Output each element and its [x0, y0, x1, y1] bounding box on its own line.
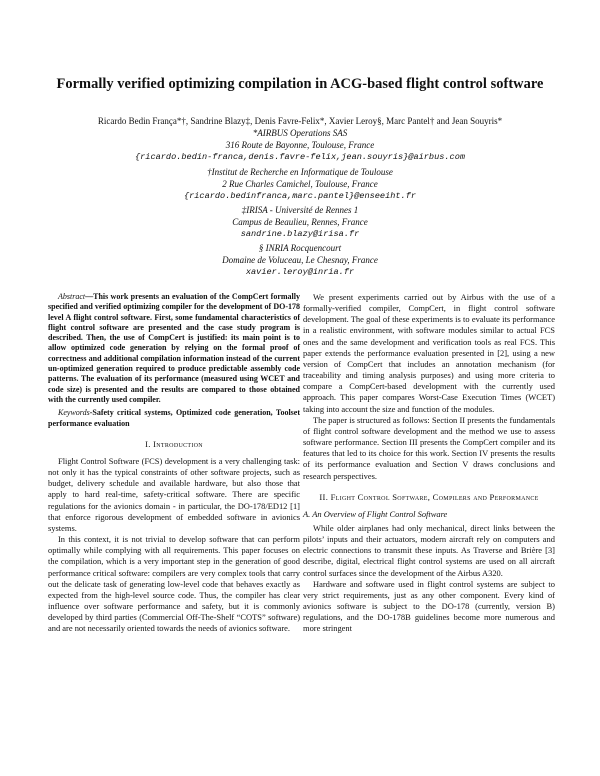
body-paragraph: Flight Control Software (FCS) development is a very challenging task: not only it has the typical constraints of other software projects, such as budget, delivery schedule and available hardware, but also those that apply to hard real-time, safety-critical software. There are specific regulations for the avionics domain - in particular, the DO-178/ED12 [1] that enforce rigorous development of embedded software in avionics systems.	[48, 456, 300, 533]
affiliation-line: 2 Rue Charles Camichel, Toulouse, France	[222, 179, 378, 189]
body-paragraph: Hardware and software used in flight control systems are subject to very strict requirements, just as any other component. Every kind of avionics software is subject to the DO-178 (currently, version B) regulations, and the DO-178B guidelines become more numerous and more stringent	[303, 578, 555, 634]
left-column	[48, 292, 300, 635]
abstract-label: Abstract	[58, 292, 86, 301]
right-column	[303, 292, 555, 635]
email-line: {ricardo.bedinfranca,marc.pantel}@enseeiht.fr	[183, 191, 417, 201]
affiliation-line: ‡IRISA - Université de Rennes 1	[241, 205, 359, 215]
email-line: sandrine.blazy@irisa.fr	[240, 229, 360, 239]
body-paragraph: The paper is structured as follows: Section II presents the fundamentals of flight control software development and the method we use to assess software performance. Section III presents the CompCert compiler and its features that led to its choice for this work. Section IV presents the results of its performance evaluation and Section V draws conclusions and research perspectives.	[303, 414, 555, 481]
email-line: {ricardo.bedin-franca,denis.favre-felix,jean.souyris}@airbus.com	[134, 152, 466, 162]
section-heading: II. Flight Control Software, Compilers and Performance	[319, 491, 539, 502]
body-paragraph: In this context, it is not trivial to develop software that can perform optimally while complying with all requirements. This paper focuses on the compilation, which is a very important step in the generation of good performance critical software: compilers are very complex tools that carry out the delicate task of generating low-level code that behaves exactly as expected from the high-level source code. Thus, the compiler has clear influence over software performance and safety, but it is commonly developed by third parties (Commercial Off-The-Shelf “COTS” software) and are not necessarily oriented towards the needs of avionics software.	[48, 534, 300, 634]
paper-title: Formally verified optimizing compilation in ACG-based flight control software	[56, 76, 544, 92]
affiliation-line: Campus de Beaulieu, Rennes, France	[232, 217, 368, 227]
section-heading: I. Introduction	[145, 438, 203, 449]
body-paragraph: We present experiments carried out by Airbus with the use of a formally-verified compiler, CompCert, in flight control software development. The goal of these experiments is to evaluate its performance in a realistic environment, with software modules similar to actual FCS ones and the same development and verification tools as real FCS. This paper extends the performance evaluation presented in [2], using a new version of CompCert that includes an annotation mechanism (for traceability and timing analysis purposes) and using more criteria to compare a CompCert-based development with the currently used approach. This paper compares Worst-Case Execution Times (WCET) taking into account the size and function of the modules.	[303, 292, 555, 414]
affiliation-line: *AIRBUS Operations SAS	[252, 128, 348, 138]
keywords-label: Keywords	[58, 408, 90, 418]
abstract	[48, 292, 300, 405]
email-line: xavier.leroy@inria.fr	[245, 267, 355, 277]
affiliation-line: § INRIA Rocquencourt	[258, 243, 342, 253]
abstract-text: —This work presents an evaluation of the CompCert formally specified and verified optimizing compiler for the development of DO-178 level A flight control software. First, some fundamental characteristics of flight control software are presented and the case study program is described. Then, the use of CompCert is justified: its main point is to allow optimized code generation by relying on the formal proof of correctness and additional compilation information instead of the current un-optimized generation required to produce predictable assembly code patterns. The evaluation of its performance (measured using WCET and code size) is presented and the results are compared to those obtained with the currently used compiler.	[48, 292, 300, 404]
body-paragraph: While older airplanes had only mechanical, direct links between the pilots’ inputs and their actuators, modern aircraft rely on computers and electric connections to transmit these inputs. As Traverse and Brière [3] describe, digital, electrical flight control systems are used on all aircraft control surfaces since the development of the Airbus A320.	[303, 522, 555, 578]
keywords	[48, 408, 300, 429]
keywords-text: -Safety critical systems, Optimized code generation, Toolset performance evaluation	[48, 408, 300, 428]
affiliation-line: Domaine de Voluceau, Le Chesnay, France	[222, 255, 378, 265]
subsection-heading: A. An Overview of Flight Control Software	[303, 508, 448, 519]
author-list: Ricardo Bedin França*†, Sandrine Blazy‡, Denis Favre-Felix*, Xavier Leroy§, Marc Pantel† and Jean Souyris*	[97, 116, 503, 126]
affiliation-line: 316 Route de Bayonne, Toulouse, France	[225, 140, 375, 150]
affiliation-line: †Institut de Recherche en Informatique de Toulouse	[207, 167, 393, 177]
